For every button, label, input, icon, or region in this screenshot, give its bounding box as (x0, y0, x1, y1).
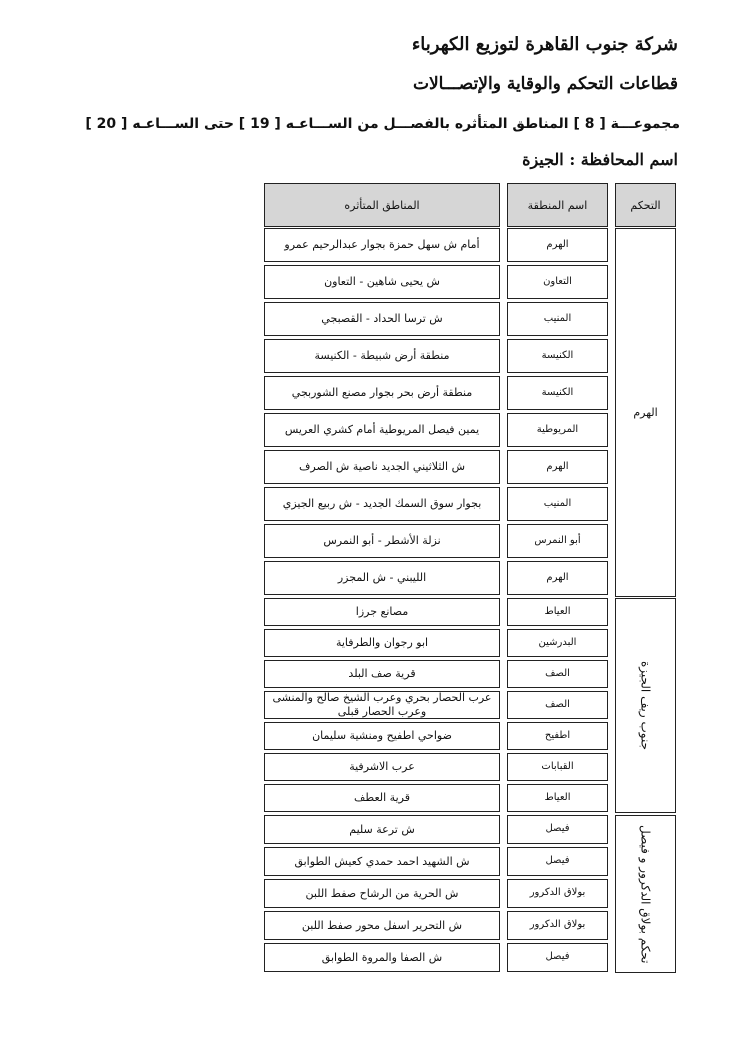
control-label: جنوب ريف الجيزة (638, 661, 653, 750)
affected-area-cell: الليبني - ش المجزر (264, 561, 500, 595)
area-name-cell: الهرم (507, 450, 608, 484)
affected-area-cell: ش ترعة سليم (264, 815, 500, 844)
affected-area-cell: ش التحرير اسفل محور صفط اللبن (264, 911, 500, 940)
affected-area-cell: ش ترسا الحداد - القصبجي (264, 302, 500, 336)
area-name-cell: الصف (507, 660, 608, 688)
group-middle-text: المناطق المتأثره بالفصـــل من الســـاعـه (285, 116, 569, 132)
affected-area-cell: مصانع جرزا (264, 598, 500, 626)
area-name-cell: العياط (507, 784, 608, 812)
area-name-cell: فيصل (507, 847, 608, 876)
control-cell (615, 598, 676, 813)
area-name-cell: الهرم (507, 561, 608, 595)
area-name-cell: العياط (507, 598, 608, 626)
affected-area-cell: ش يحيى شاهين - التعاون (264, 265, 500, 299)
group-number: 8 (584, 116, 595, 132)
area-name-cell: المريوطية (507, 413, 608, 447)
affected-area-cell: عرب الحصار بحري وعرب الشيخ صالح والمنشى وعرب الحصار قبلى (264, 691, 500, 719)
column-header-control: التحكم (615, 183, 676, 227)
area-name-cell: فيصل (507, 815, 608, 844)
control-label: تحكم بولاق الدكرور و فيصل (638, 824, 653, 964)
affected-area-cell: ش الصفا والمروة الطوابق (264, 943, 500, 972)
area-name-cell: الكنيسة (507, 339, 608, 373)
area-name-cell: البدرشين (507, 629, 608, 657)
area-name-cell: الهرم (507, 228, 608, 262)
area-name-cell: الصف (507, 691, 608, 719)
group-until-text: حتى الســـاعـه (132, 116, 234, 132)
control-label: الهرم (633, 406, 658, 419)
affected-area-cell: ش الثلاثيني الجديد ناصية ش الصرف (264, 450, 500, 484)
affected-area-cell: قرية العطف (264, 784, 500, 812)
area-name-cell: أبو النمرس (507, 524, 608, 558)
area-name-cell: الكنيسة (507, 376, 608, 410)
column-header-area: اسم المنطقة (507, 183, 608, 227)
area-name-cell: بولاق الدكرور (507, 911, 608, 940)
area-name-cell: المنيب (507, 487, 608, 521)
control-cell (615, 815, 676, 973)
group-prefix: مجموعـــة (610, 116, 680, 132)
governorate-title: اسم المحافظة : الجيزة (522, 150, 678, 169)
company-title: شركة جنوب القاهرة لتوزيع الكهرباء (411, 34, 678, 55)
area-name-cell: اطفيح (507, 722, 608, 750)
affected-area-cell: ش الحرية من الرشاح صفط اللبن (264, 879, 500, 908)
from-hour: 19 (250, 116, 270, 132)
to-hour: 20 (96, 116, 117, 132)
area-name-cell: المنيب (507, 302, 608, 336)
area-name-cell: فيصل (507, 943, 608, 972)
affected-area-cell: نزلة الأشطر - أبو النمرس (264, 524, 500, 558)
affected-area-cell: منطقة أرض شبيطة - الكنيسة (264, 339, 500, 373)
sector-title: قطاعات التحكم والوقاية والإتصـــالات (412, 74, 678, 94)
affected-area-cell: ش الشهيد احمد حمدي كعيش الطوابق (264, 847, 500, 876)
affected-area-cell: منطقة أرض بحر بجوار مصنع الشوربجي (264, 376, 500, 410)
area-name-cell: القبابات (507, 753, 608, 781)
area-name-cell: التعاون (507, 265, 608, 299)
affected-area-cell: ضواحي اطفيح ومنشية سليمان (264, 722, 500, 750)
area-name-cell: بولاق الدكرور (507, 879, 608, 908)
column-header-affected: المناطق المتأثره (264, 183, 500, 227)
affected-area-cell: أمام ش سهل حمزة بجوار عبدالرحيم عمرو (264, 228, 500, 262)
affected-area-cell: عرب الاشرفية (264, 753, 500, 781)
control-cell (615, 228, 676, 597)
affected-area-cell: ابو رجوان والطرفاية (264, 629, 500, 657)
affected-area-cell: بجوار سوق السمك الجديد - ش ربيع الجيزي (264, 487, 500, 521)
group-line: مجموعـــة [ 8 ] المناطق المتأثره بالفصـــل من الســـاعـه [ 19 ] حتى الســـاعـه [ 20 ] (85, 116, 680, 132)
affected-area-cell: قرية صف البلد (264, 660, 500, 688)
affected-area-cell: يمين فيصل المريوطية أمام كشري العريس (264, 413, 500, 447)
